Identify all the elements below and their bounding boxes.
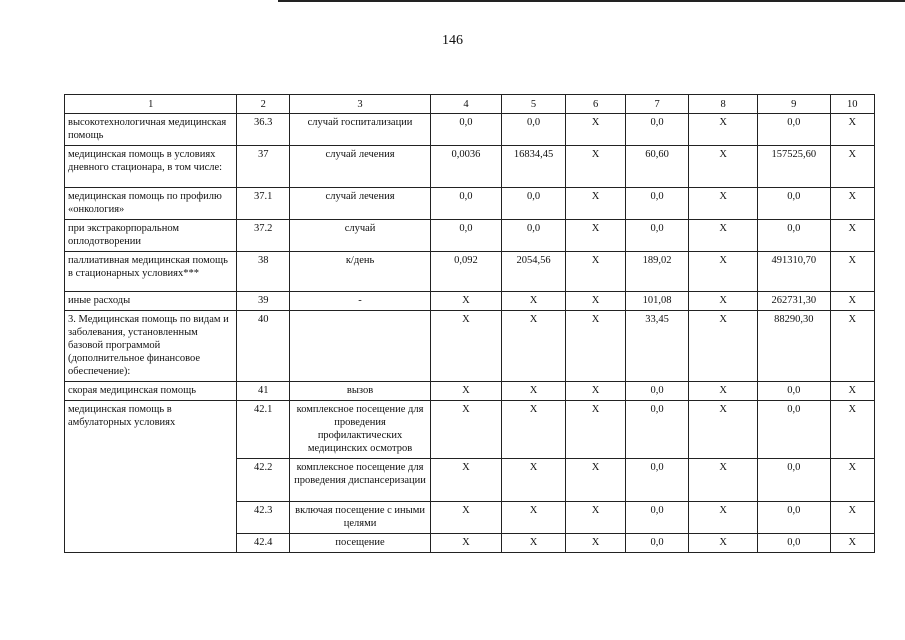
row-number-cell: 36.3 [237, 114, 289, 146]
value-cell: 0,0 [501, 188, 566, 220]
row-name-cell: при экстракорпоральном оплодотворении [65, 220, 237, 252]
top-rule [278, 0, 905, 2]
value-cell: Х [830, 459, 874, 502]
value-cell: 189,02 [625, 252, 689, 292]
page-number: 146 [442, 33, 463, 48]
table-row [65, 252, 875, 292]
header-cell: 5 [501, 95, 566, 114]
header-cell: 9 [757, 95, 830, 114]
value-cell: Х [689, 311, 758, 382]
unit-cell: комплексное посещение для проведения профилактических медицинских осмотров [289, 401, 430, 459]
value-cell: Х [431, 311, 502, 382]
value-cell: 0,0036 [431, 146, 502, 188]
table-row [65, 292, 875, 311]
value-cell: Х [566, 146, 626, 188]
table-row [65, 401, 875, 459]
value-cell: 33,45 [625, 311, 689, 382]
unit-cell: вызов [289, 382, 430, 401]
value-cell: Х [431, 502, 502, 534]
value-cell: 0,0 [757, 502, 830, 534]
row-name-cell: паллиативная медицинская помощь в стационарных условиях*** [65, 252, 237, 292]
value-cell: Х [689, 292, 758, 311]
value-cell: 0,0 [431, 114, 502, 146]
value-cell: Х [689, 114, 758, 146]
value-cell: Х [689, 502, 758, 534]
value-cell: 60,60 [625, 146, 689, 188]
value-cell: 0,0 [757, 188, 830, 220]
value-cell: Х [566, 459, 626, 502]
value-cell: 0,092 [431, 252, 502, 292]
header-cell: 4 [431, 95, 502, 114]
table-row [65, 382, 875, 401]
value-cell: 0,0 [757, 401, 830, 459]
value-cell: 0,0 [757, 382, 830, 401]
value-cell: Х [689, 146, 758, 188]
row-number-cell: 41 [237, 382, 289, 401]
value-cell: 0,0 [625, 382, 689, 401]
value-cell: Х [689, 252, 758, 292]
value-cell: Х [501, 502, 566, 534]
unit-cell: случай госпитализации [289, 114, 430, 146]
table-row [65, 188, 875, 220]
value-cell: Х [566, 252, 626, 292]
value-cell: Х [830, 502, 874, 534]
value-cell: 0,0 [757, 114, 830, 146]
value-cell: Х [689, 534, 758, 553]
data-table [64, 94, 875, 553]
unit-cell: - [289, 292, 430, 311]
value-cell: Х [566, 311, 626, 382]
value-cell: Х [830, 114, 874, 146]
table-row [65, 311, 875, 382]
value-cell: Х [830, 252, 874, 292]
value-cell: 0,0 [625, 114, 689, 146]
header-cell: 1 [65, 95, 237, 114]
value-cell: Х [689, 382, 758, 401]
row-name-cell: медицинская помощь в амбулаторных условиях [65, 401, 237, 553]
value-cell: Х [830, 534, 874, 553]
value-cell: Х [431, 292, 502, 311]
row-number-cell: 40 [237, 311, 289, 382]
value-cell: Х [501, 534, 566, 553]
row-name-cell: скорая медицинская помощь [65, 382, 237, 401]
value-cell: 262731,30 [757, 292, 830, 311]
value-cell: Х [830, 382, 874, 401]
value-cell: 157525,60 [757, 146, 830, 188]
value-cell: 0,0 [757, 534, 830, 553]
value-cell: 0,0 [757, 459, 830, 502]
value-cell: Х [501, 382, 566, 401]
table-row [65, 114, 875, 146]
unit-cell: посещение [289, 534, 430, 553]
row-number-cell: 38 [237, 252, 289, 292]
header-cell: 7 [625, 95, 689, 114]
unit-cell: к/день [289, 252, 430, 292]
value-cell: Х [501, 459, 566, 502]
value-cell: Х [566, 534, 626, 553]
header-cell: 3 [289, 95, 430, 114]
value-cell: 0,0 [501, 220, 566, 252]
unit-cell: случай лечения [289, 146, 430, 188]
value-cell: Х [566, 220, 626, 252]
unit-cell [289, 311, 430, 382]
value-cell: Х [566, 382, 626, 401]
header-cell: 6 [566, 95, 626, 114]
value-cell: Х [566, 188, 626, 220]
value-cell: Х [566, 502, 626, 534]
value-cell: Х [566, 292, 626, 311]
value-cell: Х [431, 382, 502, 401]
value-cell: Х [431, 459, 502, 502]
unit-cell: случай [289, 220, 430, 252]
unit-cell: комплексное посещение для проведения диспансеризации [289, 459, 430, 502]
table-row [65, 220, 875, 252]
row-number-cell: 42.2 [237, 459, 289, 502]
value-cell: Х [830, 146, 874, 188]
table-row [65, 146, 875, 188]
row-name-cell: 3. Медицинская помощь по видам и заболевания, установленным базовой программой (дополнительное финансовое обеспечение): [65, 311, 237, 382]
row-name-cell: высокотехнологичная медицинская помощь [65, 114, 237, 146]
value-cell: 0,0 [431, 220, 502, 252]
unit-cell: включая посещение с иными целями [289, 502, 430, 534]
header-row [65, 95, 875, 114]
row-name-cell: иные расходы [65, 292, 237, 311]
row-name-cell: медицинская помощь по профилю «онкология» [65, 188, 237, 220]
value-cell: Х [689, 401, 758, 459]
value-cell: Х [501, 311, 566, 382]
value-cell: Х [501, 292, 566, 311]
value-cell: Х [830, 188, 874, 220]
value-cell: 101,08 [625, 292, 689, 311]
value-cell: Х [566, 401, 626, 459]
value-cell: Х [830, 401, 874, 459]
value-cell: Х [689, 188, 758, 220]
value-cell: 0,0 [625, 459, 689, 502]
unit-cell: случай лечения [289, 188, 430, 220]
value-cell: Х [689, 220, 758, 252]
header-cell: 10 [830, 95, 874, 114]
value-cell: 0,0 [431, 188, 502, 220]
value-cell: 0,0 [501, 114, 566, 146]
value-cell: 2054,56 [501, 252, 566, 292]
value-cell: Х [566, 114, 626, 146]
value-cell: Х [830, 292, 874, 311]
header-cell: 2 [237, 95, 289, 114]
row-name-cell: медицинская помощь в условиях дневного стационара, в том числе: [65, 146, 237, 188]
row-number-cell: 42.1 [237, 401, 289, 459]
header-cell: 8 [689, 95, 758, 114]
row-number-cell: 37.1 [237, 188, 289, 220]
value-cell: Х [830, 220, 874, 252]
value-cell: 0,0 [625, 534, 689, 553]
row-number-cell: 37 [237, 146, 289, 188]
value-cell: 88290,30 [757, 311, 830, 382]
value-cell: 0,0 [625, 188, 689, 220]
value-cell: 0,0 [757, 220, 830, 252]
value-cell: Х [501, 401, 566, 459]
value-cell: Х [689, 459, 758, 502]
row-number-cell: 39 [237, 292, 289, 311]
value-cell: Х [830, 311, 874, 382]
row-number-cell: 37.2 [237, 220, 289, 252]
value-cell: 0,0 [625, 401, 689, 459]
row-number-cell: 42.4 [237, 534, 289, 553]
value-cell: 16834,45 [501, 146, 566, 188]
row-number-cell: 42.3 [237, 502, 289, 534]
value-cell: Х [431, 401, 502, 459]
value-cell: Х [431, 534, 502, 553]
value-cell: 491310,70 [757, 252, 830, 292]
value-cell: 0,0 [625, 220, 689, 252]
value-cell: 0,0 [625, 502, 689, 534]
